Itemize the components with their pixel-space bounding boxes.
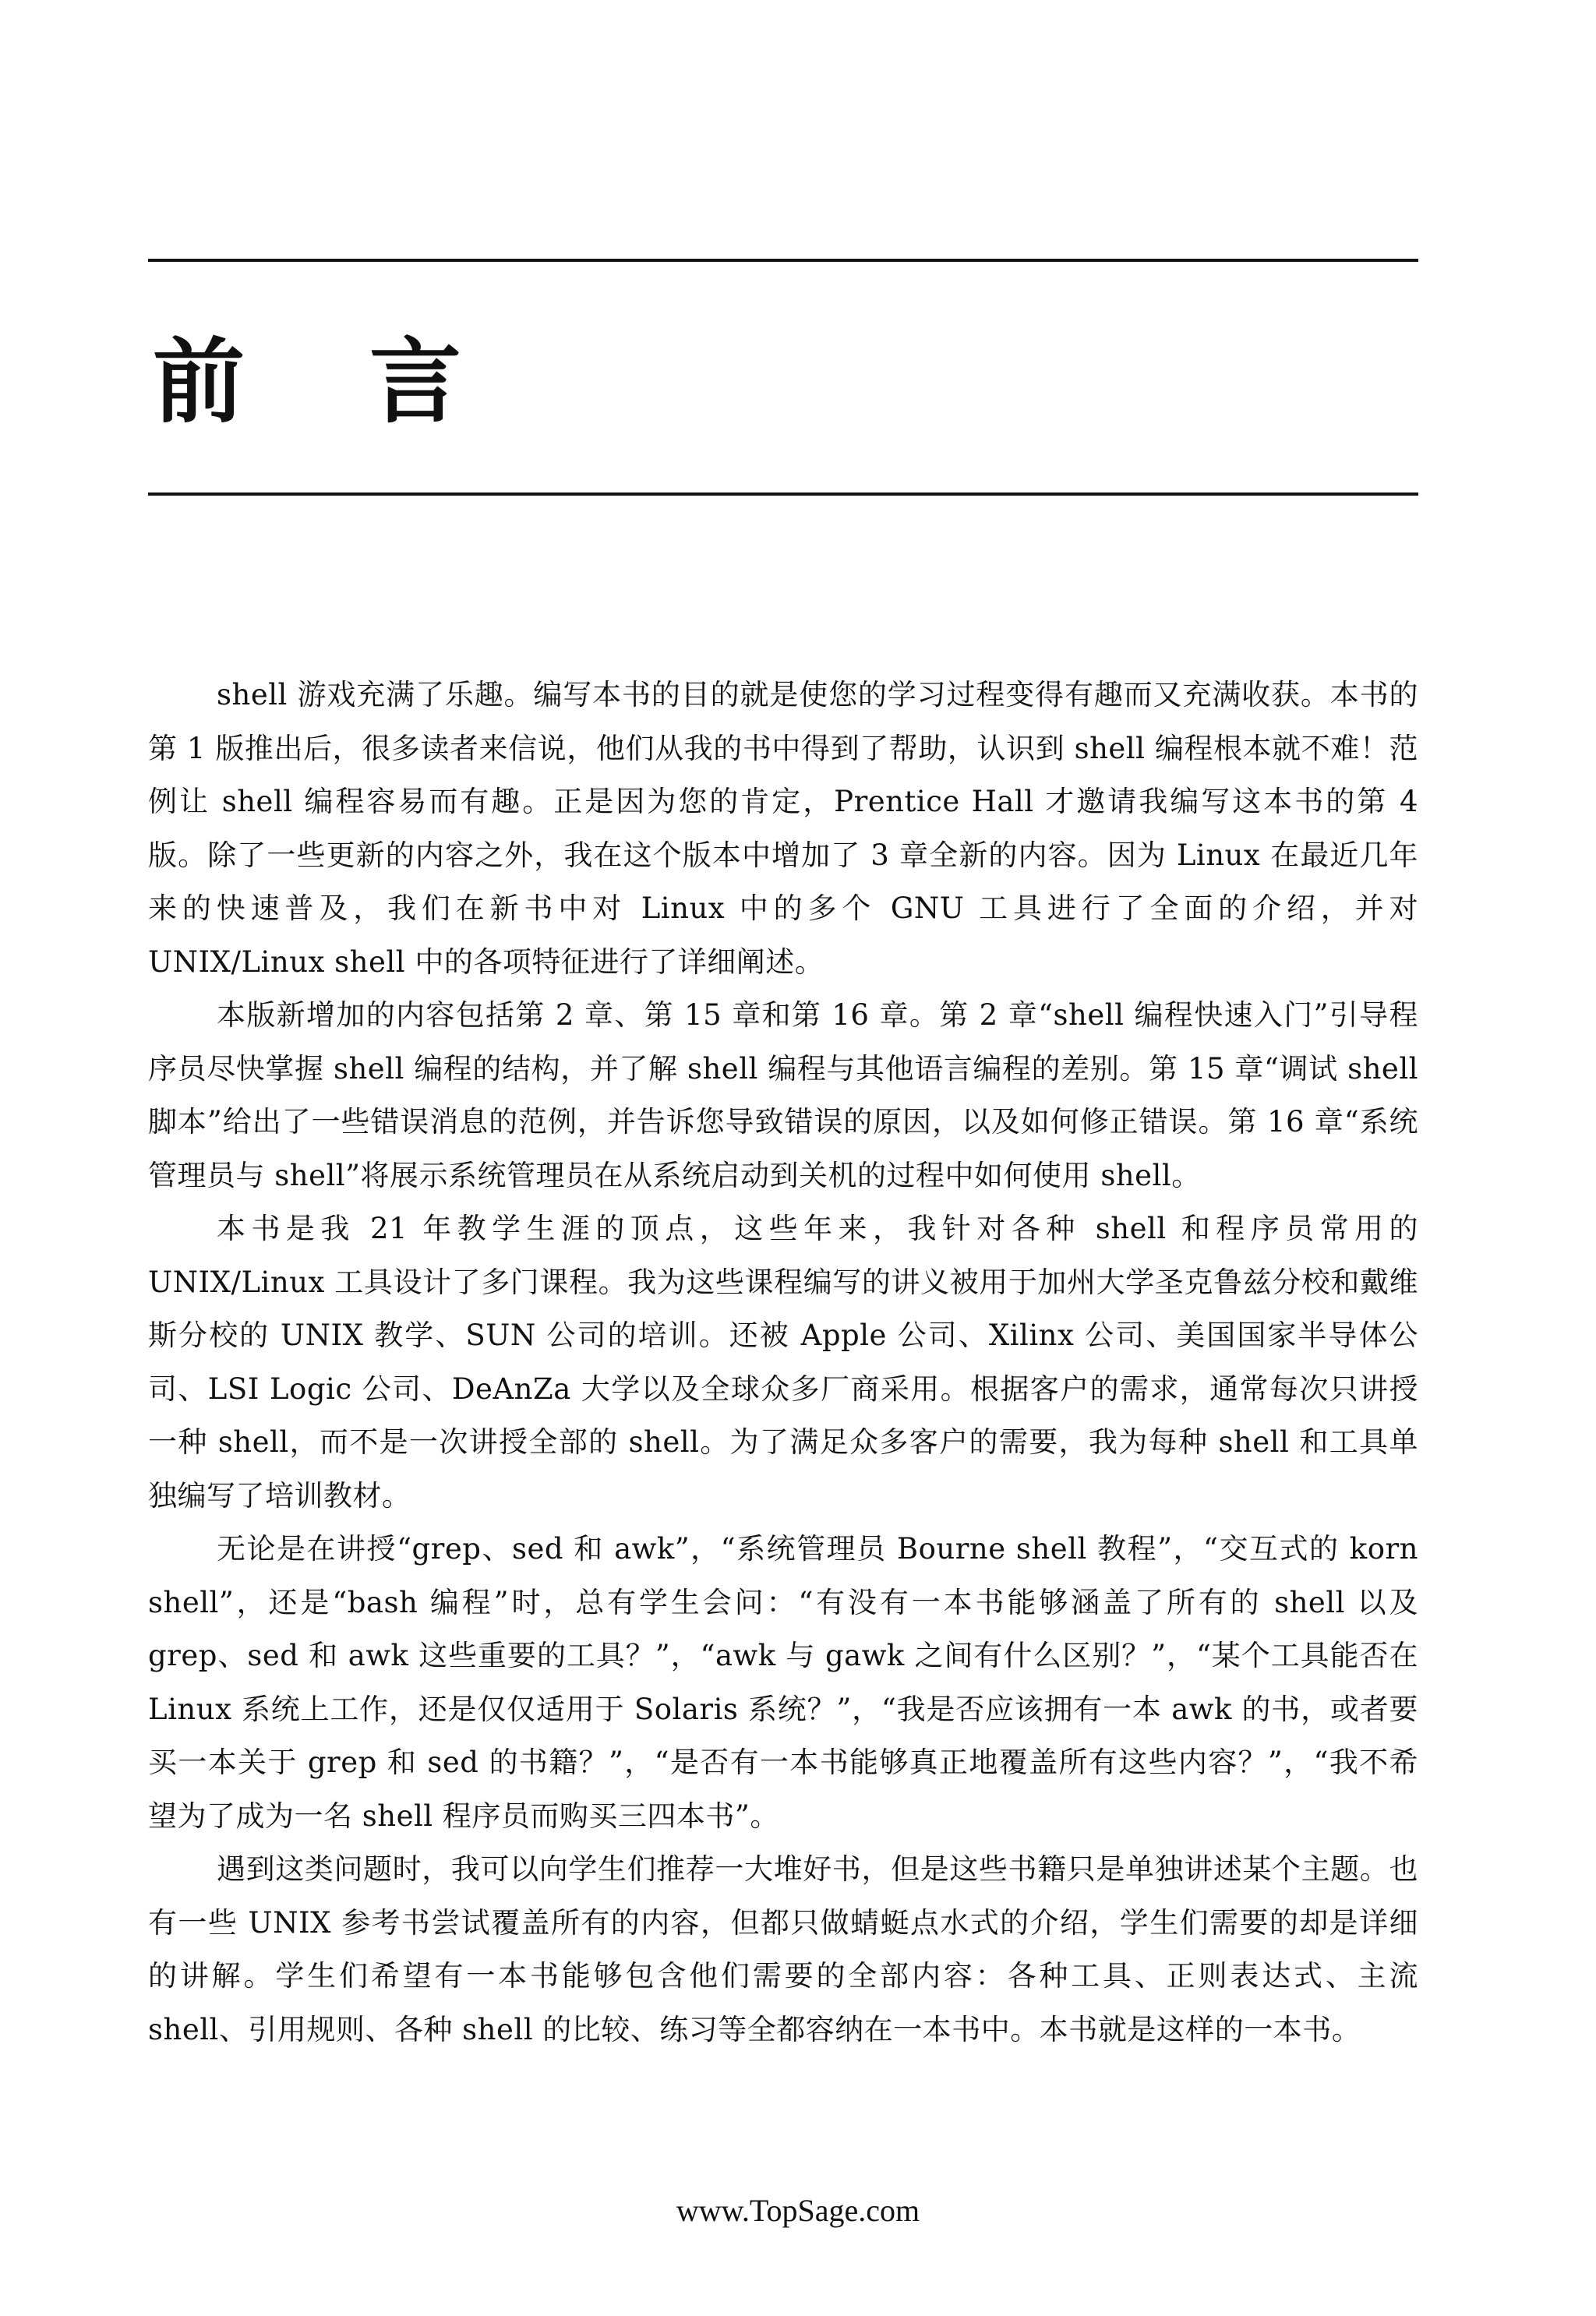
chapter-title-char-1: 前 [153, 328, 245, 436]
chapter-title-char-2: 言 [369, 328, 462, 436]
top-rule [148, 259, 1418, 262]
preface-body [148, 669, 1418, 2057]
bottom-rule [148, 493, 1418, 496]
paragraph-1: shell 游戏充满了乐趣。编写本书的目的就是使您的学习过程变得有趣而又充满收获。本书的第 1 版推出后，很多读者来信说，他们从我的书中得到了帮助，认识到 shell 编程根本就不难！范例让 shell 编程容易而有趣。正是因为您的肯定，Prentice Hall 才邀请我编写这本书的第 4 版。除了一些更新的内容之外，我在这个版本中增加了 3 章全新的内容。因为 Linux 在最近几年来的快速普及，我们在新书中对 Linux 中的多个 GNU 工具进行了全面的介绍，并对 UNIX/Linux shell 中的各项特征进行了详细阐述。 [148, 678, 1418, 979]
chapter-title [153, 327, 461, 436]
footer-url: www.TopSage.com [676, 2193, 920, 2228]
paragraph-5: 遇到这类问题时，我可以向学生们推荐一大堆好书，但是这些书籍只是单独讲述某个主题。也有一些 UNIX 参考书尝试覆盖所有的内容，但都只做蜻蜓点水式的介绍，学生们需要的却是详细的讲解。学生们希望有一本书能够包含他们需要的全部内容：各种工具、正则表达式、主流 shell、引用规则、各种 shell 的比较、练习等全都容纳在一本书中。本书就是这样的一本书。 [148, 1852, 1418, 2046]
paragraph-3: 本书是我 21 年教学生涯的顶点，这些年来，我针对各种 shell 和程序员常用的 UNIX/Linux 工具设计了多门课程。我为这些课程编写的讲义被用于加州大学圣克鲁兹分校和戴维斯分校的 UNIX 教学、SUN 公司的培训。还被 Apple 公司、Xilinx 公司、美国国家半导体公司、LSI Logic 公司、DeAnZa 大学以及全球众多厂商采用。根据客户的需求，通常每次只讲授一种 shell，而不是一次讲授全部的 shell。为了满足众多客户的需要，我为每种 shell 和工具单独编写了培训教材。 [148, 1212, 1418, 1513]
paragraph-2: 本版新增加的内容包括第 2 章、第 15 章和第 16 章。第 2 章“shell 编程快速入门”引导程序员尽快掌握 shell 编程的结构，并了解 shell 编程与其他语言编程的差别。第 15 章“调试 shell 脚本”给出了一些错误消息的范例，并告诉您导致错误的原因，以及如何修正错误。第 16 章“系统管理员与 shell”将展示系统管理员在从系统启动到关机的过程中如何使用 shell。 [148, 998, 1418, 1192]
paragraph-4: 无论是在讲授“grep、sed 和 awk”，“系统管理员 Bourne shell 教程”，“交互式的 korn shell”，还是“bash 编程”时，总有学生会问：“有没有一本书能够涵盖了所有的 shell 以及 grep、sed 和 awk 这些重要的工具？”，“awk 与 gawk 之间有什么区别？”，“某个工具能否在 Linux 系统上工作，还是仅仅适用于 Solaris 系统？”，“我是否应该拥有一本 awk 的书，或者要买一本关于 grep 和 sed 的书籍？”，“是否有一本书能够真正地覆盖所有这些内容？”，“我不希望为了成为一名 shell 程序员而购买三四本书”。 [148, 1532, 1418, 1833]
